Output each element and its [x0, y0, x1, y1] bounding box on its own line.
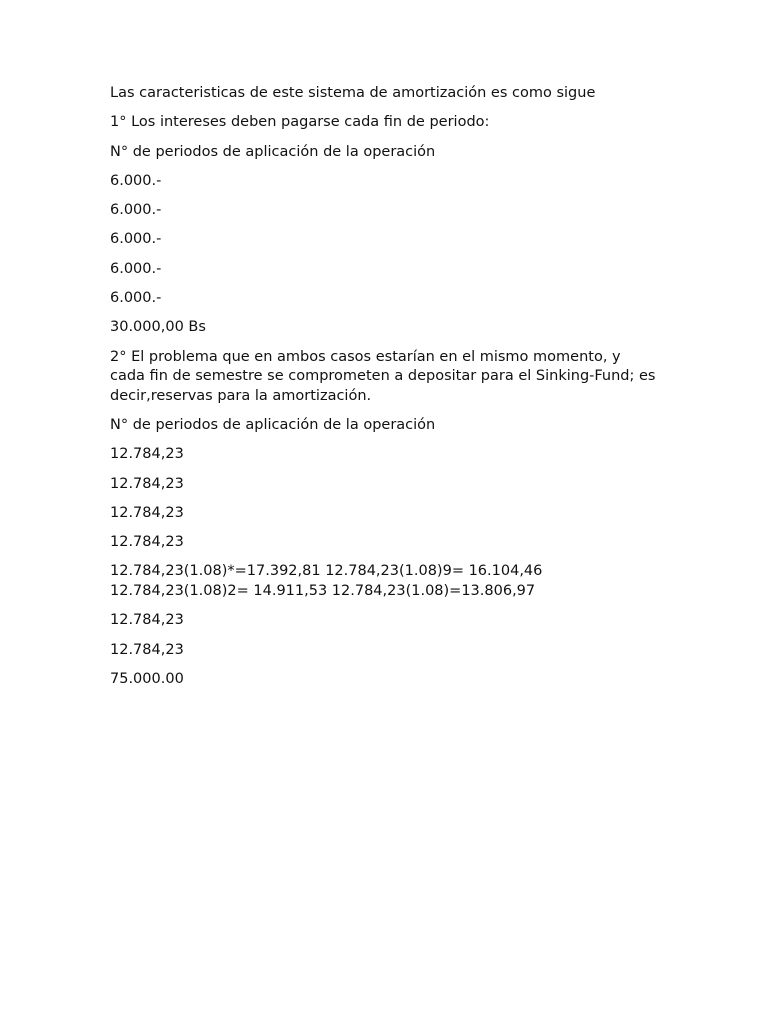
amount-line: 6.000.- [110, 290, 162, 307]
deposit-line: 12.784,23 [110, 475, 184, 492]
amount-line: 6.000.- [110, 202, 162, 219]
deposit-line: 12.784,23 [110, 534, 184, 551]
amount-line: 6.000.- [110, 231, 162, 248]
point-two: 2° El problema que en ambos casos estarían en el mismo momento, y cada fin de semestre se comprometen a depositar para el Sinking-Fund; es decir,reservas para la amortización. [110, 348, 656, 404]
total-line: 30.000,00 Bs [110, 319, 206, 336]
periods-heading: N° de periodos de aplicación de la operación [110, 143, 436, 160]
amount-line: 6.000.- [110, 172, 162, 189]
deposit-line: 12.784,23 [110, 504, 184, 521]
formula-block [110, 562, 660, 601]
periods-heading: N° de periodos de aplicación de la operación [110, 416, 436, 433]
deposit-line: 12.784,23 [110, 641, 184, 658]
point-one: 1° Los intereses deben pagarse cada fin de periodo: [110, 114, 490, 131]
formula-line: 12.784,23(1.08)*=17.392,81 12.784,23(1.08)9= 16.104,46 [110, 563, 543, 580]
intro-line: Las caracteristicas de este sistema de amortización es como sigue [110, 85, 596, 101]
formula-line: 12.784,23(1.08)2= 14.911,53 12.784,23(1.08)=13.806,97 [110, 582, 536, 599]
total-line: 75.000.00 [110, 670, 184, 687]
deposit-line: 12.784,23 [110, 612, 184, 629]
deposit-line: 12.784,23 [110, 446, 184, 463]
amount-line: 6.000.- [110, 260, 162, 277]
document-body [110, 84, 660, 699]
